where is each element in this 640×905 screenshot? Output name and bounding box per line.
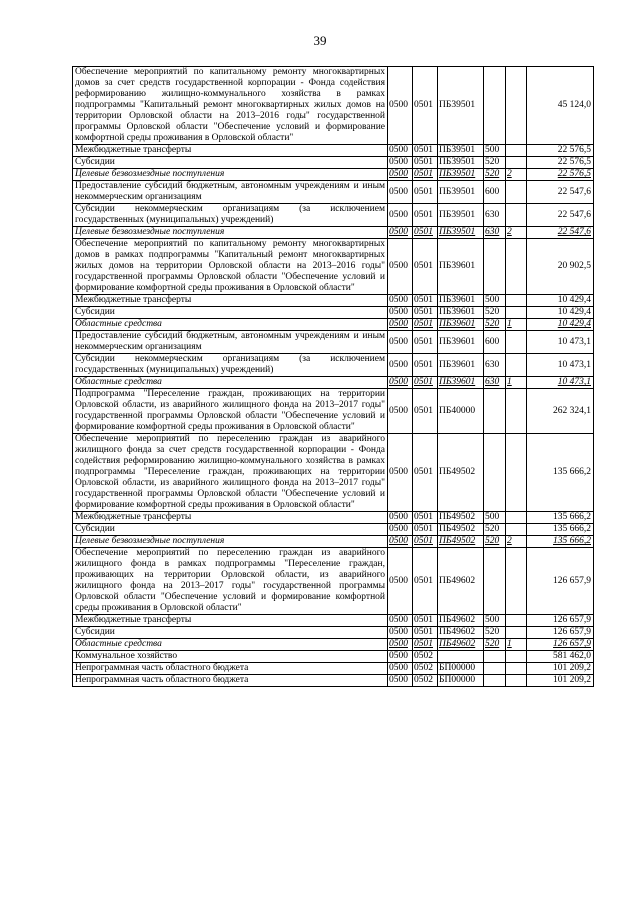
row-expense-type: 500 (484, 512, 506, 524)
row-source-code (506, 512, 527, 524)
row-target-code: ПБ49602 (438, 627, 484, 639)
row-subsection-code: 0501 (413, 434, 438, 512)
row-expense-type: 630 (484, 354, 506, 377)
row-expense-type: 520 (484, 169, 506, 181)
budget-table (72, 66, 594, 687)
row-amount: 126 657,9 (527, 548, 594, 615)
row-section-code: 0500 (388, 651, 413, 663)
row-expense-type: 520 (484, 639, 506, 651)
row-section-code: 0500 (388, 389, 413, 434)
row-source-code (506, 627, 527, 639)
row-subsection-code: 0501 (413, 239, 438, 295)
row-amount: 581 462,0 (527, 651, 594, 663)
row-amount: 135 666,2 (527, 434, 594, 512)
table-row (73, 615, 594, 627)
table-row (73, 307, 594, 319)
row-section-code: 0500 (388, 239, 413, 295)
row-expense-type: 630 (484, 227, 506, 239)
row-amount: 126 657,9 (527, 627, 594, 639)
row-description: Предоставление субсидий бюджетным, автономным учреждениям и иным некоммерческим организациям (73, 181, 388, 204)
table-row (73, 663, 594, 675)
row-section-code: 0500 (388, 169, 413, 181)
table-row (73, 675, 594, 687)
row-amount: 45 124,0 (527, 67, 594, 145)
row-subsection-code: 0501 (413, 354, 438, 377)
row-source-code (506, 331, 527, 354)
row-subsection-code: 0501 (413, 169, 438, 181)
row-section-code: 0500 (388, 675, 413, 687)
row-subsection-code: 0501 (413, 389, 438, 434)
row-expense-type (484, 67, 506, 145)
row-subsection-code: 0501 (413, 295, 438, 307)
table-row (73, 524, 594, 536)
row-expense-type (484, 389, 506, 434)
row-expense-type: 520 (484, 319, 506, 331)
row-expense-type: 630 (484, 377, 506, 389)
row-target-code: ПБ49502 (438, 512, 484, 524)
table-row (73, 157, 594, 169)
row-section-code: 0500 (388, 615, 413, 627)
row-section-code: 0500 (388, 181, 413, 204)
row-subsection-code: 0501 (413, 227, 438, 239)
table-row (73, 295, 594, 307)
row-section-code: 0500 (388, 319, 413, 331)
row-subsection-code: 0501 (413, 615, 438, 627)
row-source-code (506, 651, 527, 663)
row-section-code: 0500 (388, 331, 413, 354)
row-source-code (506, 524, 527, 536)
row-source-code (506, 354, 527, 377)
row-target-code: ПБ39601 (438, 319, 484, 331)
row-source-code (506, 295, 527, 307)
row-target-code: ПБ39601 (438, 377, 484, 389)
row-expense-type: 500 (484, 615, 506, 627)
row-target-code (438, 651, 484, 663)
row-source-code: 2 (506, 227, 527, 239)
row-target-code: ПБ39601 (438, 331, 484, 354)
table-row (73, 639, 594, 651)
table-row (73, 67, 594, 145)
row-description: Предоставление субсидий бюджетным, автономным учреждениям и иным некоммерческим организациям (73, 331, 388, 354)
row-section-code: 0500 (388, 67, 413, 145)
row-source-code (506, 239, 527, 295)
row-source-code: 1 (506, 639, 527, 651)
row-amount: 101 209,2 (527, 663, 594, 675)
row-description: Областные средства (73, 377, 388, 389)
row-source-code (506, 157, 527, 169)
row-amount: 262 324,1 (527, 389, 594, 434)
row-description: Субсидии некоммерческим организациям (за исключением государственных (муниципальных) учреждений) (73, 204, 388, 227)
row-target-code: ПБ49602 (438, 548, 484, 615)
row-description: Межбюджетные трансферты (73, 615, 388, 627)
row-amount: 126 657,9 (527, 615, 594, 627)
row-subsection-code: 0501 (413, 524, 438, 536)
row-expense-type (484, 548, 506, 615)
row-section-code: 0500 (388, 354, 413, 377)
row-description: Целевые безвозмездные поступления (73, 227, 388, 239)
row-expense-type: 600 (484, 331, 506, 354)
row-source-code (506, 548, 527, 615)
row-target-code: ПБ39601 (438, 354, 484, 377)
row-subsection-code: 0501 (413, 331, 438, 354)
row-description: Целевые безвозмездные поступления (73, 536, 388, 548)
row-target-code: ПБ39501 (438, 181, 484, 204)
row-target-code: ПБ49502 (438, 524, 484, 536)
table-row (73, 354, 594, 377)
row-source-code (506, 181, 527, 204)
row-target-code: ПБ39501 (438, 169, 484, 181)
row-amount: 135 666,2 (527, 524, 594, 536)
row-amount: 20 902,5 (527, 239, 594, 295)
row-source-code (506, 67, 527, 145)
table-row (73, 204, 594, 227)
page-number: 39 (313, 33, 327, 48)
row-description: Субсидии (73, 307, 388, 319)
row-description: Обеспечение мероприятий по переселению граждан из аварийного жилищного фонда за счет средств государственной корпорации - Фонда содействия реформированию жилищно-коммунального хозяйства в рамках подпрограммы "Переселение граждан, проживающих на территории Орловской области, из аварийного жилищного фонда на 2013–2017 годы" государственной программы Орловской области "Обеспечение условий и формирование комфортной среды проживания в Орловской области" (73, 434, 388, 512)
row-section-code: 0500 (388, 434, 413, 512)
table-row (73, 145, 594, 157)
row-target-code: ПБ49502 (438, 434, 484, 512)
row-target-code: ПБ39501 (438, 204, 484, 227)
row-target-code: ПБ49502 (438, 536, 484, 548)
row-subsection-code: 0501 (413, 627, 438, 639)
row-target-code: ПБ49602 (438, 639, 484, 651)
row-target-code: БП00000 (438, 663, 484, 675)
row-amount: 135 666,2 (527, 512, 594, 524)
row-source-code (506, 204, 527, 227)
table-row (73, 227, 594, 239)
row-section-code: 0500 (388, 295, 413, 307)
row-amount: 10 429,4 (527, 307, 594, 319)
table-row (73, 389, 594, 434)
row-section-code: 0500 (388, 145, 413, 157)
row-description: Целевые безвозмездные поступления (73, 169, 388, 181)
row-target-code: ПБ40000 (438, 389, 484, 434)
row-section-code: 0500 (388, 377, 413, 389)
row-section-code: 0500 (388, 204, 413, 227)
row-description: Обеспечение мероприятий по капитальному ремонту многоквартирных домов за счет средств государственной корпорации - Фонда содействия реформированию жилищно-коммунального хозяйства в рамках подпрограммы "Капитальный ремонт многоквартирных жилых домов на территории Орловской области на 2013–2016 годы" государственной программы Орловской области "Обеспечение условий и формирование комфортной среды проживания в Орловской области" (73, 67, 388, 145)
row-source-code (506, 434, 527, 512)
row-target-code: ПБ39601 (438, 295, 484, 307)
row-subsection-code: 0501 (413, 181, 438, 204)
table-row (73, 377, 594, 389)
row-expense-type: 500 (484, 145, 506, 157)
row-subsection-code: 0501 (413, 548, 438, 615)
row-expense-type (484, 239, 506, 295)
row-expense-type: 630 (484, 204, 506, 227)
row-section-code: 0500 (388, 227, 413, 239)
row-description: Областные средства (73, 319, 388, 331)
row-section-code: 0500 (388, 639, 413, 651)
row-subsection-code: 0501 (413, 67, 438, 145)
budget-table-body (73, 67, 594, 687)
row-target-code: ПБ39501 (438, 145, 484, 157)
table-row (73, 512, 594, 524)
row-subsection-code: 0501 (413, 319, 438, 331)
row-subsection-code: 0501 (413, 157, 438, 169)
row-subsection-code: 0502 (413, 675, 438, 687)
row-description: Межбюджетные трансферты (73, 145, 388, 157)
row-description: Межбюджетные трансферты (73, 512, 388, 524)
table-row (73, 331, 594, 354)
row-amount: 126 657,9 (527, 639, 594, 651)
row-source-code (506, 389, 527, 434)
row-amount: 22 547,6 (527, 204, 594, 227)
row-source-code: 1 (506, 319, 527, 331)
row-expense-type: 500 (484, 295, 506, 307)
row-description: Субсидии (73, 157, 388, 169)
row-source-code: 2 (506, 536, 527, 548)
row-source-code (506, 675, 527, 687)
table-row (73, 319, 594, 331)
row-expense-type: 520 (484, 627, 506, 639)
row-description: Коммунальное хозяйство (73, 651, 388, 663)
row-amount: 10 473,1 (527, 331, 594, 354)
row-amount: 22 576,5 (527, 157, 594, 169)
row-amount: 22 547,6 (527, 181, 594, 204)
row-amount: 10 473,1 (527, 377, 594, 389)
table-row (73, 536, 594, 548)
row-subsection-code: 0502 (413, 663, 438, 675)
row-section-code: 0500 (388, 536, 413, 548)
row-expense-type: 520 (484, 157, 506, 169)
row-amount: 22 576,5 (527, 145, 594, 157)
row-subsection-code: 0501 (413, 204, 438, 227)
table-row (73, 651, 594, 663)
row-section-code: 0500 (388, 157, 413, 169)
table-row (73, 627, 594, 639)
row-section-code: 0500 (388, 548, 413, 615)
row-target-code: ПБ49602 (438, 615, 484, 627)
row-amount: 10 429,4 (527, 295, 594, 307)
row-subsection-code: 0501 (413, 145, 438, 157)
row-source-code (506, 145, 527, 157)
row-subsection-code: 0501 (413, 307, 438, 319)
row-expense-type (484, 675, 506, 687)
row-description: Непрограммная часть областного бюджета (73, 663, 388, 675)
row-source-code (506, 663, 527, 675)
row-target-code: ПБ39601 (438, 307, 484, 319)
row-description: Обеспечение мероприятий по переселению граждан из аварийного жилищного фонда в рамках подпрограммы "Переселение граждан, проживающих на территории Орловской области, из аварийного жилищного фонда на 2013–2017 годы" государственной программы Орловской области "Обеспечение условий и формирование комфортной среды проживания в Орловской области" (73, 548, 388, 615)
row-target-code: ПБ39501 (438, 157, 484, 169)
row-source-code (506, 615, 527, 627)
row-section-code: 0500 (388, 512, 413, 524)
row-amount: 10 429,4 (527, 319, 594, 331)
row-expense-type: 520 (484, 536, 506, 548)
row-amount: 22 547,6 (527, 227, 594, 239)
table-row (73, 239, 594, 295)
row-source-code: 2 (506, 169, 527, 181)
row-expense-type (484, 651, 506, 663)
row-target-code: ПБ39501 (438, 67, 484, 145)
row-source-code: 1 (506, 377, 527, 389)
row-target-code: ПБ39601 (438, 239, 484, 295)
row-description: Субсидии некоммерческим организациям (за исключением государственных (муниципальных) учреждений) (73, 354, 388, 377)
row-amount: 101 209,2 (527, 675, 594, 687)
table-row (73, 548, 594, 615)
row-description: Субсидии (73, 627, 388, 639)
table-row (73, 169, 594, 181)
row-expense-type: 520 (484, 307, 506, 319)
row-description: Непрограммная часть областного бюджета (73, 675, 388, 687)
row-expense-type: 600 (484, 181, 506, 204)
row-description: Областные средства (73, 639, 388, 651)
row-amount: 135 666,2 (527, 536, 594, 548)
row-target-code: ПБ39501 (438, 227, 484, 239)
row-source-code (506, 307, 527, 319)
row-section-code: 0500 (388, 627, 413, 639)
row-section-code: 0500 (388, 307, 413, 319)
row-amount: 10 473,1 (527, 354, 594, 377)
table-row (73, 434, 594, 512)
row-description: Межбюджетные трансферты (73, 295, 388, 307)
row-subsection-code: 0501 (413, 639, 438, 651)
row-subsection-code: 0501 (413, 377, 438, 389)
row-subsection-code: 0502 (413, 651, 438, 663)
row-target-code: БП00000 (438, 675, 484, 687)
row-description: Субсидии (73, 524, 388, 536)
row-subsection-code: 0501 (413, 512, 438, 524)
row-description: Обеспечение мероприятий по капитальному ремонту многоквартирных домов в рамках подпрограммы "Капитальный ремонт многоквартирных жилых домов на территории Орловской области на 2013–2016 годы" государственной программы Орловской области "Обеспечение условий и формирование комфортной среды проживания в Орловской области" (73, 239, 388, 295)
table-row (73, 181, 594, 204)
row-amount: 22 576,5 (527, 169, 594, 181)
row-description: Подпрограмма "Переселение граждан, проживающих на территории Орловской области, из аварийного жилищного фонда на 2013–2017 годы" государственной программы Орловской области "Обеспечение условий и формирование комфортной среды проживания в Орловской области" (73, 389, 388, 434)
row-subsection-code: 0501 (413, 536, 438, 548)
row-expense-type (484, 434, 506, 512)
row-section-code: 0500 (388, 663, 413, 675)
row-expense-type: 520 (484, 524, 506, 536)
row-expense-type (484, 663, 506, 675)
row-section-code: 0500 (388, 524, 413, 536)
